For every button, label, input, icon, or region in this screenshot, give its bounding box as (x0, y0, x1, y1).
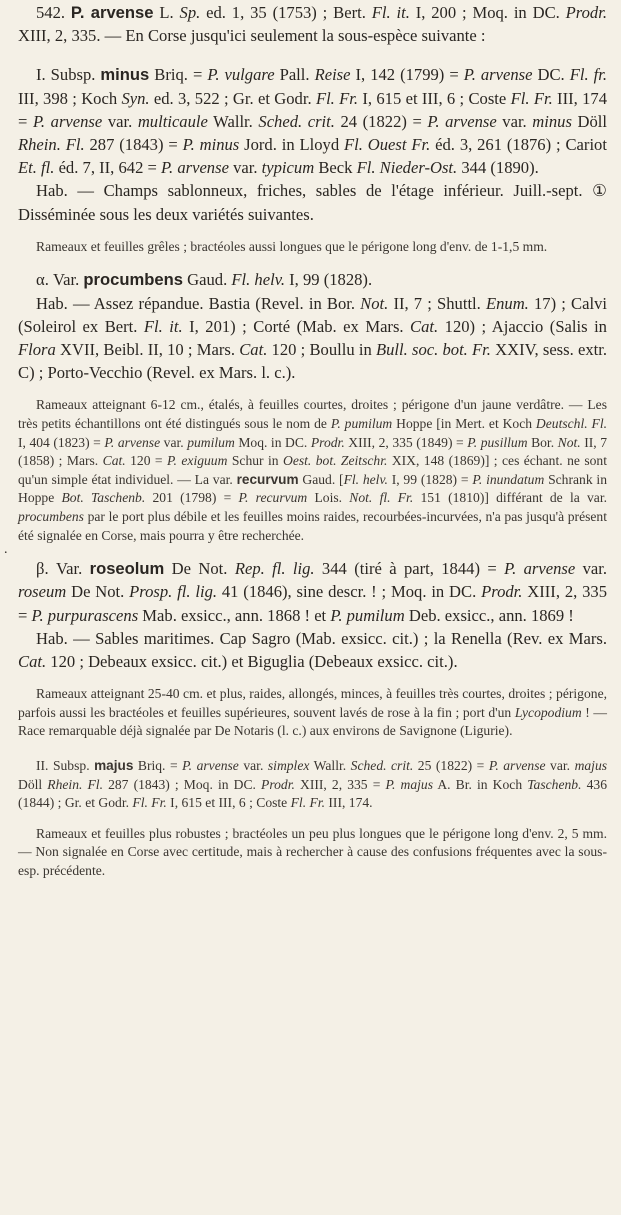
variety-roseolum-habitat: Hab. — Sables maritimes. Cap Sagro (Mab. exsicc. cit.) ; la Renella (Rev. ex Mars. Cat. 120 ; Debeaux exsicc. cit.) et Biguglia (Debeaux exsicc. cit.). (18, 628, 607, 671)
subspecies-majus-description: Rameaux et feuilles plus robustes ; bractéoles un peu plus longues que le périgone long d'env. 2, 5 mm. — Non signalée en Corse avec certitude, mais à rechercher à cause des confusions fréquentes avec la sous-esp. précédente. (18, 825, 607, 878)
subspecies-minus-description: Rameaux et feuilles grêles ; bractéoles aussi longues que le périgone long d'env. de 1-1,5 mm. (36, 238, 548, 254)
subspecies-majus-heading: II. Subsp. majus Briq. = P. arvense var. simplex Wallr. Sched. crit. 25 (1822) = P. arvense var. majus Döll Rhein. Fl. 287 (1843) ; Moq. in DC. Prodr. XIII, 2, 335 = P. majus A. Br. in Koch Taschenb. 436 (1844) ; Gr. et Godr. Fl. Fr. I, 615 et III, 6 ; Coste Fl. Fr. III, 174. (18, 757, 608, 811)
species-entry-542: 542. P. arvense L. Sp. ed. 1, 35 (1753) ; Bert. Fl. it. I, 200 ; Moq. in DC. Prodr. XIII, 2, 335. — En Corse jusqu'ici seulement la sous-espèce suivante : (18, 3, 607, 46)
variety-procumbens-heading: α. Var. procumbens Gaud. Fl. helv. I, 99 (1828). (36, 270, 373, 290)
variety-procumbens-habitat: Hab. — Assez répandue. Bastia (Revel. in Bor. Not. II, 7 ; Shuttl. Enum. 17) ; Calvi (Soleirol ex Bert. Fl. it. I, 201) ; Corté (Mab. ex Mars. Cat. 120) ; Ajaccio (Salis in Flora XVII, Beibl. II, 10 ; Mars. Cat. 120 ; Boullu in Bull. soc. bot. Fr. XXIV, sess. extr. C) ; Porto-Vecchio (Revel. ex Mars. l. c.). (18, 293, 607, 383)
margin-mark: . (4, 542, 8, 557)
subspecies-minus-habitat: Hab. — Champs sablonneux, friches, sables de l'étage inférieur. Juill.-sept. ① Disséminée sous les deux variétés suivantes. (18, 181, 607, 224)
variety-roseolum-heading: β. Var. roseolum De Not. Rep. fl. lig. 344 (tiré à part, 1844) = P. arvense var. roseum De Not. Prosp. fl. lig. 41 (1846), sine descr. ! ; Moq. in DC. Prodr. XIII, 2, 335 = P. purpurascens Mab. exsicc., ann. 1868 ! et P. pumilum Deb. exsicc., ann. 1869 ! (18, 559, 608, 625)
subspecies-minus-heading: I. Subsp. minus Briq. = P. vulgare Pall. Reise I, 142 (1799) = P. arvense DC. Fl. fr. III, 398 ; Koch Syn. ed. 3, 522 ; Gr. et Godr. Fl. Fr. I, 615 et III, 6 ; Coste Fl. Fr. III, 174 = P. arvense var. multicaule Wallr. Sched. crit. 24 (1822) = P. arvense var. minus Döll Rhein. Fl. 287 (1843) = P. minus Jord. in Lloyd Fl. Ouest Fr. éd. 3, 261 (1876) ; Cariot Et. fl. éd. 7, II, 642 = P. arvense var. typicum Beck Fl. Nieder-Ost. 344 (1890). (18, 65, 608, 178)
variety-procumbens-description: Rameaux atteignant 6-12 cm., étalés, à feuilles courtes, droites ; périgone d'un jaune verdâtre. — Les très petits échantillons ont été distingués sous le nom de P. pumilum Hoppe [in Mert. et Koch Deutschl. Fl. I, 404 (1823) = P. arvense var. pumilum Moq. in DC. Prodr. XIII, 2, 335 (1849) = P. pusillum Bor. Not. II, 7 (1858) ; Mars. Cat. 120 = P. exiguum Schur in Oest. bot. Zeitschr. XIX, 148 (1869)] ; ces échant. ne sont qu'un simple état individuel. — La var. recurvum Gaud. [Fl. helv. I, 99 (1828) = P. inundatum Schrank in Hoppe Bot. Taschenb. 201 (1798) = P. recurvum Lois. Not. fl. Fr. 151 (1810)] différant de la var. procumbens par le port plus débile et les feuilles moins raides, recourbées-incurvées, n'a pas jusqu'à présent été signalée en Corse, mais pourra y être recherchée. (18, 397, 608, 543)
variety-roseolum-description: Rameaux atteignant 25-40 cm. et plus, raides, allongés, minces, à feuilles très courtes, droites ; périgone, parfois aussi les bractéoles et feuilles supérieures, souvent lavés de rose à la fin ; port d'un Lycopodium ! — Race remarquable déjà signalée par De Notaris (l. c.) aux environs de Savignone (Ligurie). (18, 686, 608, 739)
